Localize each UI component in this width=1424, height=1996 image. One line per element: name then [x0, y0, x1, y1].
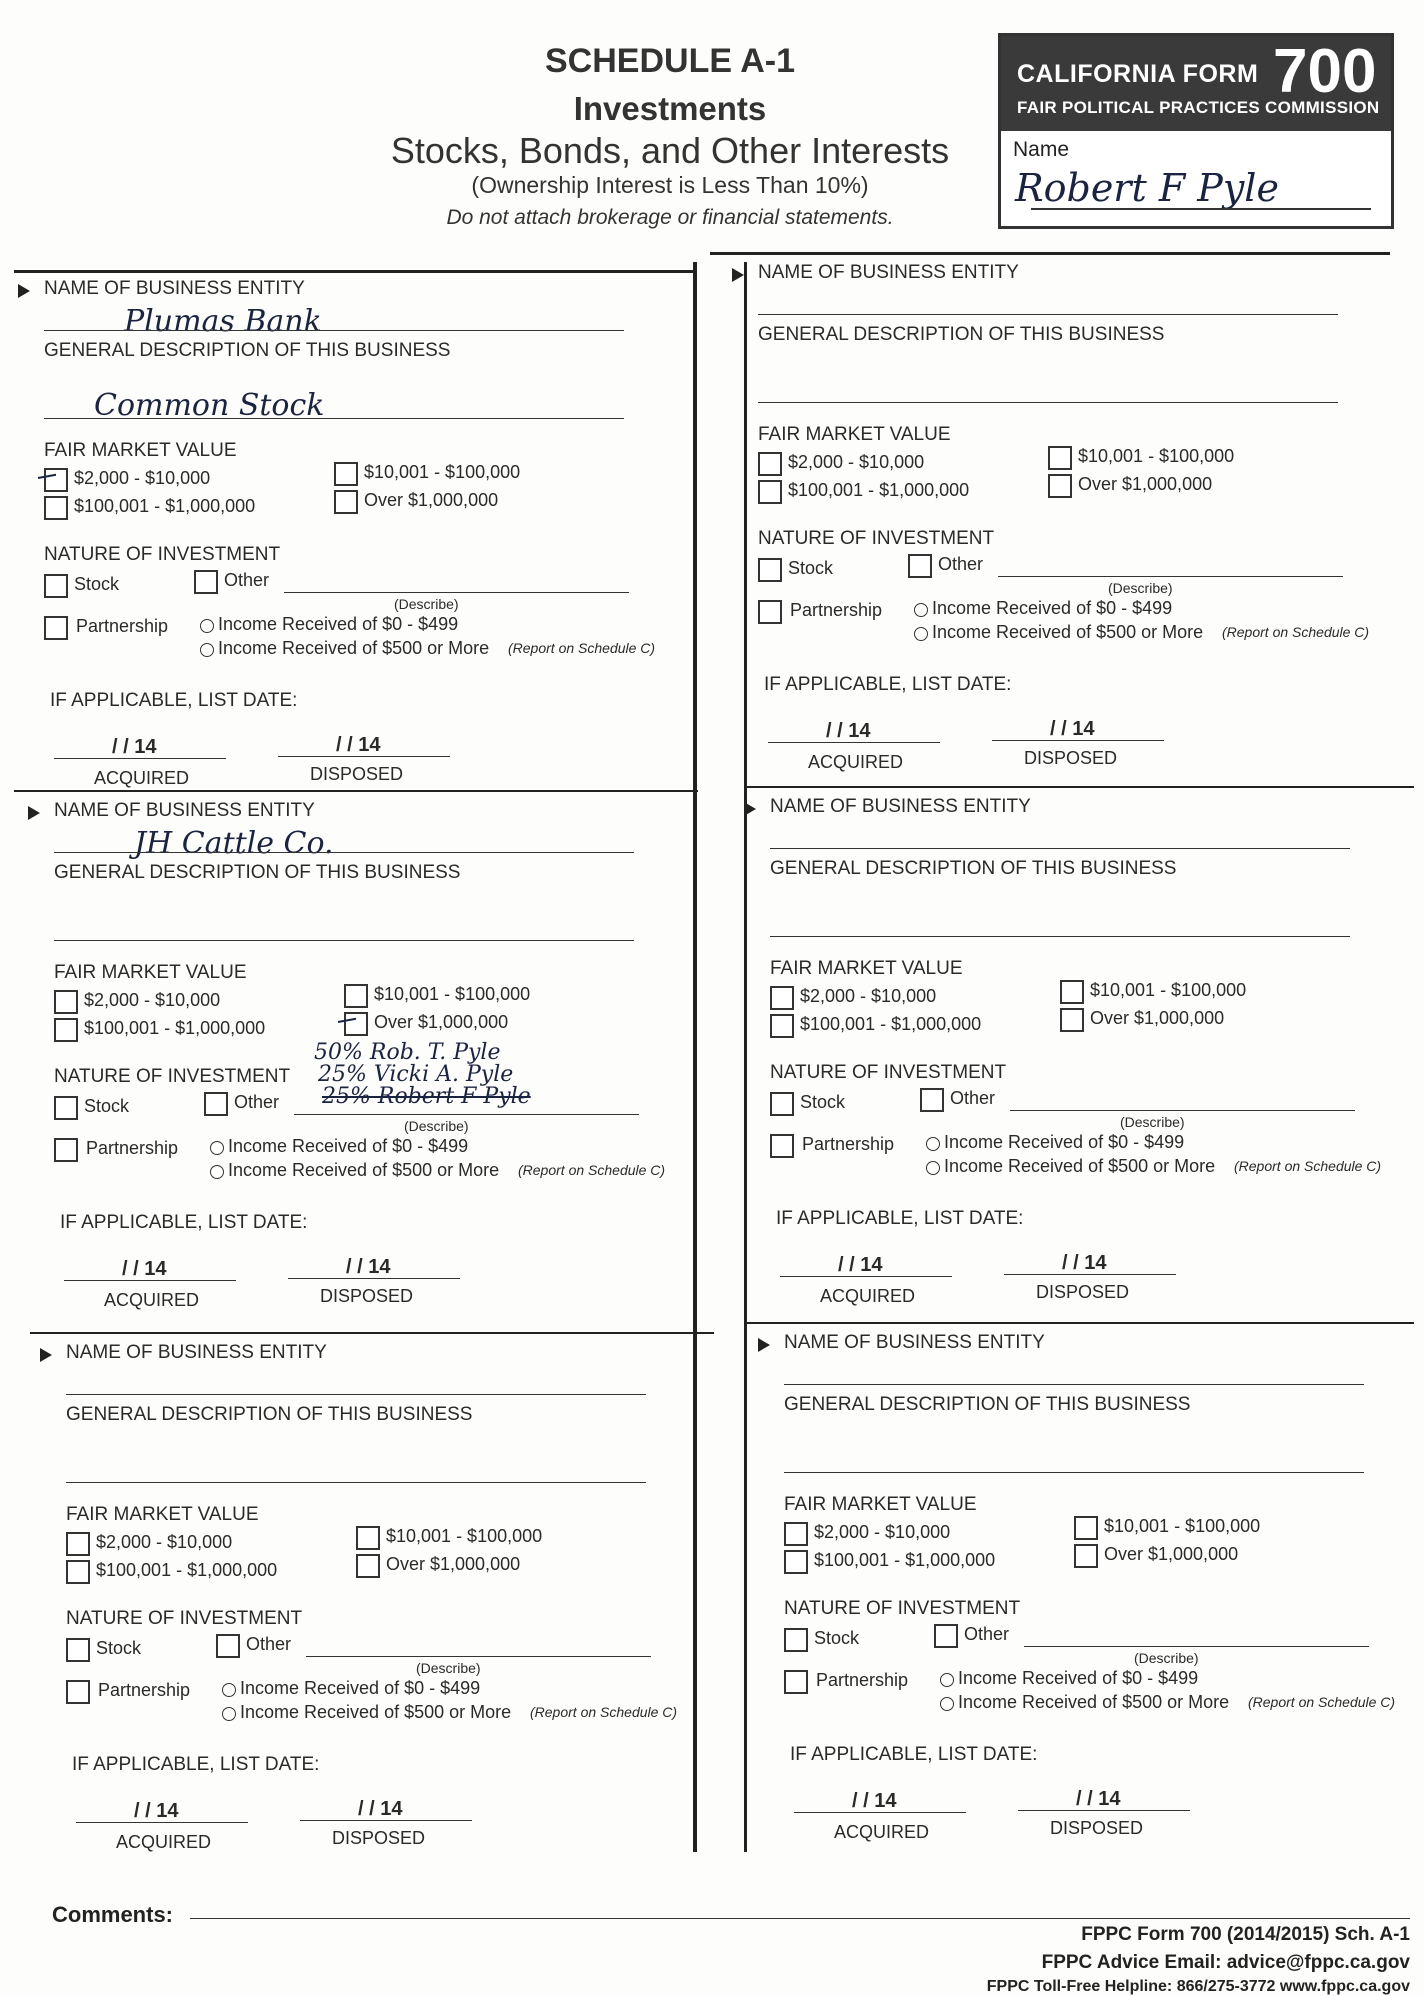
- entity-name-line: [66, 1394, 646, 1395]
- other-label: Other: [234, 1092, 280, 1112]
- fmv-10001-100000-checkbox[interactable]: [1074, 1516, 1098, 1540]
- report-schedule-c-note: (Report on Schedule C): [1234, 1158, 1382, 1174]
- divider: [30, 1332, 714, 1334]
- fmv-2000-10000-checkbox[interactable]: [770, 986, 794, 1010]
- fmv-over-1000000-label: Over $1,000,000: [1078, 474, 1213, 494]
- nature-of-investment-label: NATURE OF INVESTMENT: [784, 1598, 1021, 1619]
- fair-market-value-label: FAIR MARKET VALUE: [44, 440, 237, 461]
- nature-of-investment-label: NATURE OF INVESTMENT: [66, 1608, 303, 1629]
- partnership-label: Partnership: [816, 1670, 909, 1690]
- income-0-499-radio[interactable]: [926, 1137, 940, 1151]
- fmv-10001-100000-checkbox[interactable]: [1060, 980, 1084, 1004]
- general-description-label: GENERAL DESCRIPTION OF THIS BUSINESS: [784, 1394, 1191, 1415]
- stock-checkbox[interactable]: [54, 1096, 78, 1120]
- income-0-499-radio[interactable]: [940, 1673, 954, 1687]
- stock-label: Stock: [96, 1638, 142, 1658]
- describe-hint: (Describe): [416, 1660, 481, 1676]
- other-describe-field[interactable]: 25% Robert F Pyle: [322, 1084, 531, 1109]
- disposed-label: DISPOSED: [1024, 748, 1118, 768]
- other-label: Other: [246, 1634, 292, 1654]
- fair-market-value-label: FAIR MARKET VALUE: [758, 424, 951, 445]
- name-underline: [1031, 208, 1371, 210]
- fmv-10001-100000-label: $10,001 - $100,000: [364, 462, 521, 482]
- general-description-label: GENERAL DESCRIPTION OF THIS BUSINESS: [44, 340, 451, 361]
- describe-hint: (Describe): [394, 596, 459, 612]
- fmv-10001-100000-checkbox[interactable]: [356, 1526, 380, 1550]
- list-date-label: IF APPLICABLE, LIST DATE:: [776, 1208, 1024, 1229]
- description-line: [770, 936, 1350, 937]
- form-header-band: [1001, 36, 1391, 131]
- acquired-label: ACQUIRED: [116, 1832, 212, 1852]
- fmv-10001-100000-checkbox[interactable]: [334, 462, 358, 486]
- describe-hint: (Describe): [404, 1118, 469, 1134]
- income-0-499-radio[interactable]: [210, 1141, 224, 1155]
- fmv-10001-100000-label: $10,001 - $100,000: [1090, 980, 1247, 1000]
- fmv-over-1000000-label: Over $1,000,000: [1090, 1008, 1225, 1028]
- acquired-label: ACQUIRED: [834, 1822, 930, 1842]
- other-checkbox[interactable]: [194, 570, 218, 594]
- fmv-2000-10000-label: $2,000 - $10,000: [96, 1532, 233, 1552]
- entity-name-line: [784, 1384, 1364, 1385]
- fmv-over-1000000-checkbox[interactable]: [1074, 1544, 1098, 1568]
- other-label: Other: [964, 1624, 1010, 1644]
- income-500-more-label: Income Received of $500 or More: [228, 1160, 500, 1180]
- fmv-2000-10000-checkbox[interactable]: [44, 468, 68, 492]
- entity-name-label: NAME OF BUSINESS ENTITY: [44, 278, 305, 299]
- description-line: [758, 402, 1338, 403]
- income-0-499-label: Income Received of $0 - $499: [218, 614, 459, 634]
- stock-label: Stock: [74, 574, 120, 594]
- disposed-date-mark: / / 14: [1050, 718, 1095, 740]
- income-0-499-label: Income Received of $0 - $499: [240, 1678, 481, 1698]
- other-describe-line: [998, 576, 1343, 577]
- stock-label: Stock: [800, 1092, 846, 1112]
- entity-name-label: NAME OF BUSINESS ENTITY: [758, 262, 1019, 283]
- schedule-title: SCHEDULE A-1: [545, 42, 795, 80]
- report-schedule-c-note: (Report on Schedule C): [1222, 624, 1370, 640]
- nature-of-investment-label: NATURE OF INVESTMENT: [770, 1062, 1007, 1083]
- fmv-10001-100000-label: $10,001 - $100,000: [1078, 446, 1235, 466]
- fmv-10001-100000-checkbox[interactable]: [344, 984, 368, 1008]
- fmv-100001-1000000-checkbox[interactable]: [66, 1560, 90, 1584]
- acquired-label: ACQUIRED: [94, 768, 190, 788]
- income-0-499-radio[interactable]: [200, 619, 214, 633]
- report-schedule-c-note: (Report on Schedule C): [508, 640, 656, 656]
- list-date-label: IF APPLICABLE, LIST DATE:: [790, 1744, 1038, 1765]
- fmv-over-1000000-label: Over $1,000,000: [374, 1012, 509, 1032]
- fmv-10001-100000-label: $10,001 - $100,000: [1104, 1516, 1261, 1536]
- partnership-label: Partnership: [790, 600, 883, 620]
- partnership-label: Partnership: [86, 1138, 179, 1158]
- entity-name-field[interactable]: Plumas Bank: [124, 304, 322, 339]
- partnership-checkbox[interactable]: [758, 600, 782, 624]
- income-500-more-radio[interactable]: [940, 1697, 954, 1711]
- income-0-499-label: Income Received of $0 - $499: [932, 598, 1173, 618]
- fmv-2000-10000-checkbox[interactable]: [784, 1522, 808, 1546]
- disposed-date-mark: / / 14: [346, 1256, 391, 1278]
- name-label: Name: [1013, 138, 1070, 161]
- disposed-label: DISPOSED: [1050, 1818, 1144, 1838]
- income-500-more-label: Income Received of $500 or More: [944, 1156, 1216, 1176]
- fmv-100001-1000000-checkbox[interactable]: [44, 496, 68, 520]
- acquired-label: ACQUIRED: [104, 1290, 200, 1310]
- description-field[interactable]: Common Stock: [94, 388, 325, 423]
- other-label: Other: [938, 554, 984, 574]
- fmv-over-1000000-checkbox[interactable]: [1048, 474, 1072, 498]
- nature-of-investment-label: NATURE OF INVESTMENT: [758, 528, 995, 549]
- acquired-date-mark: / / 14: [852, 1790, 897, 1812]
- income-500-more-radio[interactable]: [914, 627, 928, 641]
- income-0-499-radio[interactable]: [222, 1683, 236, 1697]
- arrow-marker-icon: [18, 284, 30, 298]
- partnership-checkbox[interactable]: [54, 1138, 78, 1162]
- entity-name-line: [54, 852, 634, 853]
- income-0-499-label: Income Received of $0 - $499: [958, 1668, 1199, 1688]
- divider: [744, 1322, 1414, 1324]
- describe-hint: (Describe): [1108, 580, 1173, 596]
- report-schedule-c-note: (Report on Schedule C): [530, 1704, 678, 1720]
- fmv-100001-1000000-label: $100,001 - $1,000,000: [788, 480, 970, 500]
- fmv-100001-1000000-checkbox[interactable]: [758, 480, 782, 504]
- nature-of-investment-label: NATURE OF INVESTMENT: [54, 1066, 291, 1087]
- other-describe-line: [1024, 1646, 1369, 1647]
- fmv-10001-100000-label: $10,001 - $100,000: [386, 1526, 543, 1546]
- fair-market-value-label: FAIR MARKET VALUE: [784, 1494, 977, 1515]
- other-describe-line: [294, 1114, 639, 1115]
- acquired-date-mark: / / 14: [838, 1254, 883, 1276]
- partnership-checkbox[interactable]: [66, 1680, 90, 1704]
- income-0-499-label: Income Received of $0 - $499: [944, 1132, 1185, 1152]
- partnership-label: Partnership: [76, 616, 169, 636]
- fmv-100001-1000000-checkbox[interactable]: [770, 1014, 794, 1038]
- fmv-2000-10000-label: $2,000 - $10,000: [788, 452, 925, 472]
- income-0-499-radio[interactable]: [914, 603, 928, 617]
- partnership-label: Partnership: [98, 1680, 191, 1700]
- description-line: [784, 1472, 1364, 1473]
- entity-name-label: NAME OF BUSINESS ENTITY: [784, 1332, 1045, 1353]
- fmv-10001-100000-label: $10,001 - $100,000: [374, 984, 531, 1004]
- other-checkbox[interactable]: [934, 1624, 958, 1648]
- other-checkbox[interactable]: [908, 554, 932, 578]
- comments-field[interactable]: [190, 1918, 1410, 1919]
- disposed-date-mark: / / 14: [336, 734, 381, 756]
- fmv-100001-1000000-label: $100,001 - $1,000,000: [96, 1560, 278, 1580]
- income-500-more-radio[interactable]: [926, 1161, 940, 1175]
- disposed-date-mark: / / 14: [1076, 1788, 1121, 1810]
- arrow-marker-icon: [744, 802, 756, 816]
- list-date-label: IF APPLICABLE, LIST DATE:: [50, 690, 298, 711]
- acquired-date-mark: / / 14: [134, 1800, 179, 1822]
- other-describe-line: [284, 592, 629, 593]
- entity-name-label: NAME OF BUSINESS ENTITY: [66, 1342, 327, 1363]
- other-checkbox[interactable]: [216, 1634, 240, 1658]
- ownership-note: (Ownership Interest is Less Than 10%): [471, 172, 869, 198]
- fair-market-value-label: FAIR MARKET VALUE: [54, 962, 247, 983]
- fmv-2000-10000-checkbox[interactable]: [54, 990, 78, 1014]
- stock-checkbox[interactable]: [784, 1628, 808, 1652]
- fmv-10001-100000-checkbox[interactable]: [1048, 446, 1072, 470]
- fmv-2000-10000-label: $2,000 - $10,000: [84, 990, 221, 1010]
- other-describe-field[interactable]: 25% Vicki A. Pyle: [318, 1062, 514, 1087]
- fmv-over-1000000-checkbox[interactable]: [344, 1012, 368, 1036]
- disposed-label: DISPOSED: [320, 1286, 414, 1306]
- divider: [744, 786, 1414, 788]
- entity-name-label: NAME OF BUSINESS ENTITY: [770, 796, 1031, 817]
- other-describe-field[interactable]: 50% Rob. T. Pyle: [314, 1040, 501, 1065]
- disposed-date-mark: / / 14: [1062, 1252, 1107, 1274]
- acquired-date-mark: / / 14: [122, 1258, 167, 1280]
- other-describe-line: [306, 1656, 651, 1657]
- disposed-label: DISPOSED: [332, 1828, 426, 1848]
- entity-name-line: [44, 330, 624, 331]
- fmv-over-1000000-label: Over $1,000,000: [364, 490, 499, 510]
- general-description-label: GENERAL DESCRIPTION OF THIS BUSINESS: [54, 862, 461, 883]
- report-schedule-c-note: (Report on Schedule C): [1248, 1694, 1396, 1710]
- fmv-2000-10000-checkbox[interactable]: [66, 1532, 90, 1556]
- fmv-over-1000000-label: Over $1,000,000: [1104, 1544, 1239, 1564]
- fmv-100001-1000000-label: $100,001 - $1,000,000: [74, 496, 256, 516]
- income-500-more-label: Income Received of $500 or More: [218, 638, 490, 658]
- disposed-label: DISPOSED: [1036, 1282, 1130, 1302]
- fmv-2000-10000-label: $2,000 - $10,000: [800, 986, 937, 1006]
- income-500-more-label: Income Received of $500 or More: [958, 1692, 1230, 1712]
- income-500-more-radio[interactable]: [200, 643, 214, 657]
- report-schedule-c-note: (Report on Schedule C): [518, 1162, 666, 1178]
- acquired-date-mark: / / 14: [112, 736, 157, 758]
- fmv-100001-1000000-checkbox[interactable]: [54, 1018, 78, 1042]
- fmv-2000-10000-label: $2,000 - $10,000: [74, 468, 211, 488]
- stock-label: Stock: [814, 1628, 860, 1648]
- footer-helpline: FPPC Toll-Free Helpline: 866/275-3772 www.fppc.ca.gov: [986, 1978, 1410, 1995]
- income-500-more-radio[interactable]: [210, 1165, 224, 1179]
- center-divider: [744, 262, 747, 1852]
- description-line: [54, 940, 634, 941]
- arrow-marker-icon: [732, 268, 744, 282]
- fmv-100001-1000000-label: $100,001 - $1,000,000: [814, 1550, 996, 1570]
- fmv-over-1000000-checkbox[interactable]: [1060, 1008, 1084, 1032]
- partnership-checkbox[interactable]: [784, 1670, 808, 1694]
- fmv-over-1000000-checkbox[interactable]: [334, 490, 358, 514]
- describe-hint: (Describe): [1120, 1114, 1185, 1130]
- income-500-more-label: Income Received of $500 or More: [932, 622, 1204, 642]
- other-checkbox[interactable]: [204, 1092, 228, 1116]
- description-line: [44, 418, 624, 419]
- fmv-over-1000000-label: Over $1,000,000: [386, 1554, 521, 1574]
- general-description-label: GENERAL DESCRIPTION OF THIS BUSINESS: [66, 1404, 473, 1425]
- partnership-checkbox[interactable]: [770, 1134, 794, 1158]
- arrow-marker-icon: [758, 1338, 770, 1352]
- other-checkbox[interactable]: [920, 1088, 944, 1112]
- income-0-499-label: Income Received of $0 - $499: [228, 1136, 469, 1156]
- acquired-label: ACQUIRED: [820, 1286, 916, 1306]
- income-500-more-radio[interactable]: [222, 1707, 236, 1721]
- form-id-box: [998, 33, 1394, 229]
- center-divider: [693, 262, 697, 1852]
- fmv-100001-1000000-checkbox[interactable]: [784, 1550, 808, 1574]
- fmv-100001-1000000-label: $100,001 - $1,000,000: [800, 1014, 982, 1034]
- describe-hint: (Describe): [1134, 1650, 1199, 1666]
- stock-label: Stock: [84, 1096, 130, 1116]
- divider: [14, 790, 698, 792]
- entity-name-line: [758, 314, 1338, 315]
- divider: [14, 270, 694, 273]
- list-date-label: IF APPLICABLE, LIST DATE:: [60, 1212, 308, 1233]
- list-date-label: IF APPLICABLE, LIST DATE:: [764, 674, 1012, 695]
- stock-checkbox[interactable]: [770, 1092, 794, 1116]
- list-date-label: IF APPLICABLE, LIST DATE:: [72, 1754, 320, 1775]
- partnership-label: Partnership: [802, 1134, 895, 1154]
- fair-market-value-label: FAIR MARKET VALUE: [66, 1504, 259, 1525]
- investments-title: Investments: [573, 90, 767, 127]
- acquired-label: ACQUIRED: [808, 752, 904, 772]
- divider: [710, 252, 1390, 255]
- stock-label: Stock: [788, 558, 834, 578]
- other-label: Other: [950, 1088, 996, 1108]
- description-line: [66, 1482, 646, 1483]
- commission-label: FAIR POLITICAL PRACTICES COMMISSION: [1017, 98, 1380, 117]
- california-form-label: CALIFORNIA FORM: [1017, 60, 1259, 88]
- subtitle: Stocks, Bonds, and Other Interests: [390, 130, 950, 171]
- fmv-over-1000000-checkbox[interactable]: [356, 1554, 380, 1578]
- form-number: 700: [1273, 37, 1377, 106]
- entity-name-line: [770, 848, 1350, 849]
- general-description-label: GENERAL DESCRIPTION OF THIS BUSINESS: [758, 324, 1165, 345]
- arrow-marker-icon: [28, 806, 40, 820]
- stock-checkbox[interactable]: [758, 558, 782, 582]
- arrow-marker-icon: [40, 1348, 52, 1362]
- income-500-more-label: Income Received of $500 or More: [240, 1702, 512, 1722]
- entity-name-field[interactable]: JH Cattle Co.: [134, 826, 334, 861]
- comments-label: Comments:: [52, 1902, 174, 1927]
- attach-note: Do not attach brokerage or financial statements.: [446, 206, 894, 229]
- general-description-label: GENERAL DESCRIPTION OF THIS BUSINESS: [770, 858, 1177, 879]
- fmv-2000-10000-checkbox[interactable]: [758, 452, 782, 476]
- partnership-checkbox[interactable]: [44, 616, 68, 640]
- other-label: Other: [224, 570, 270, 590]
- footer-email: FPPC Advice Email: advice@fppc.ca.gov: [1041, 1952, 1410, 1973]
- disposed-date-mark: / / 14: [358, 1798, 403, 1820]
- entity-name-label: NAME OF BUSINESS ENTITY: [54, 800, 315, 821]
- filer-name[interactable]: Robert F Pyle: [1015, 166, 1279, 210]
- fmv-100001-1000000-label: $100,001 - $1,000,000: [84, 1018, 266, 1038]
- other-describe-line: [1010, 1110, 1355, 1111]
- fair-market-value-label: FAIR MARKET VALUE: [770, 958, 963, 979]
- stock-checkbox[interactable]: [66, 1638, 90, 1662]
- stock-checkbox[interactable]: [44, 574, 68, 598]
- acquired-date-mark: / / 14: [826, 720, 871, 742]
- nature-of-investment-label: NATURE OF INVESTMENT: [44, 544, 281, 565]
- footer-form-id: FPPC Form 700 (2014/2015) Sch. A-1: [1081, 1924, 1410, 1945]
- disposed-label: DISPOSED: [310, 764, 404, 784]
- fmv-2000-10000-label: $2,000 - $10,000: [814, 1522, 951, 1542]
